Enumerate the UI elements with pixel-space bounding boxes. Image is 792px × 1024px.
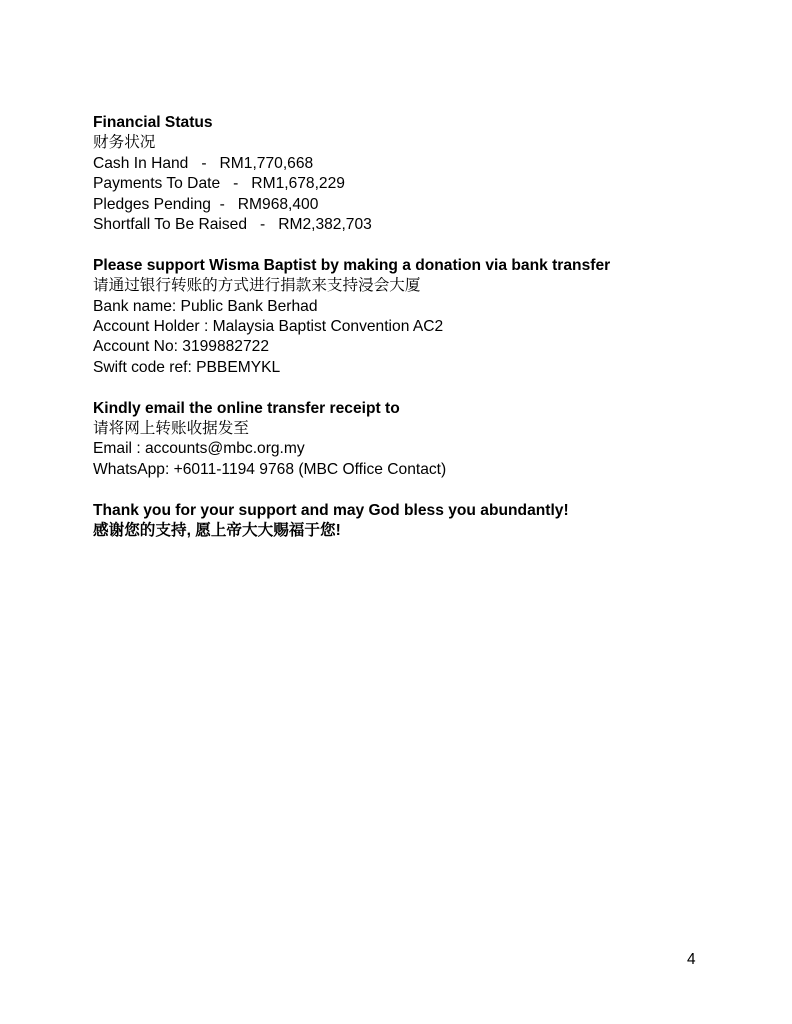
section-thank-you	[93, 501, 703, 542]
swift-code-line: Swift code ref: PBBEMYKL	[93, 358, 281, 376]
section-email-receipt	[93, 399, 703, 481]
email-line: Email : accounts@mbc.org.my	[93, 440, 305, 458]
financial-status-heading: Financial Status	[93, 114, 213, 131]
shortfall-line: Shortfall To Be Raised - RM2,382,703	[93, 216, 372, 234]
pledges-pending-line: Pledges Pending - RM968,400	[93, 195, 319, 213]
page-number: 4	[687, 951, 696, 968]
thank-you-heading: Thank you for your support and may God bless you abundantly!	[93, 501, 569, 519]
payments-to-date-line: Payments To Date - RM1,678,229	[93, 175, 345, 193]
cash-in-hand-line: Cash In Hand - RM1,770,668	[93, 154, 314, 172]
thank-you-heading-cn: 感谢您的支持, 愿上帝大大赐福于您!	[93, 522, 341, 540]
whatsapp-line: WhatsApp: +6011-1194 9768 (MBC Office Contact)	[93, 460, 447, 478]
account-number-line: Account No: 3199882722	[93, 338, 270, 356]
financial-status-heading-cn: 财务状况	[93, 134, 156, 152]
email-receipt-heading-cn: 请将网上转账收据发至	[93, 420, 249, 438]
section-financial-status	[93, 113, 703, 235]
donation-heading: Please support Wisma Baptist by making a donation via bank transfer	[93, 256, 611, 274]
donation-heading-cn: 请通过银行转账的方式进行捐款来支持浸会大厦	[93, 277, 421, 295]
bank-name-line: Bank name: Public Bank Berhad	[93, 297, 318, 315]
document-content	[93, 113, 703, 541]
email-receipt-heading: Kindly email the online transfer receipt to	[93, 399, 400, 417]
section-donation-bank-transfer	[93, 256, 703, 378]
account-holder-line: Account Holder : Malaysia Baptist Convention AC2	[93, 318, 444, 336]
